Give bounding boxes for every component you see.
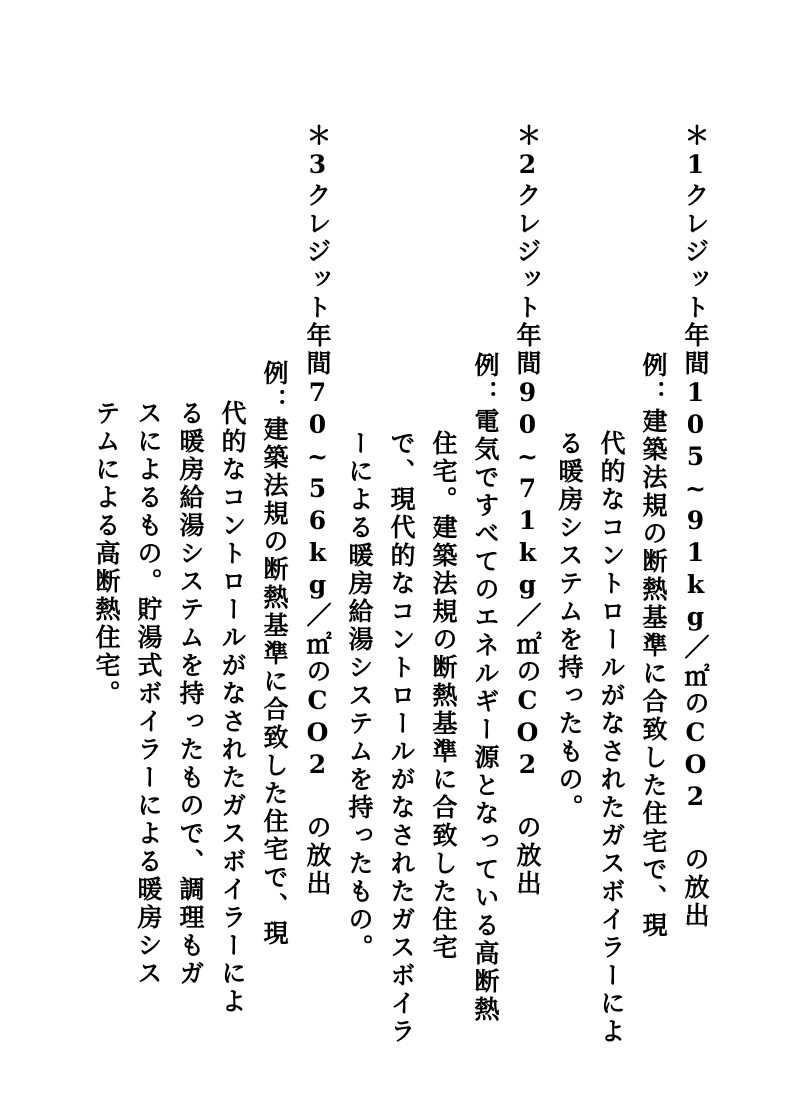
note-3-line-5: テムによる高断熱住宅。 <box>92 400 121 708</box>
note-3-label: ＊3クレジット <box>303 122 332 322</box>
note-3-emission: 年間70~56kg／㎡のCO2 の放出 <box>303 322 332 898</box>
note-3-line-1: 例：建築法規の断熱基準に合致した住宅で、現 <box>260 360 289 948</box>
note-2-line-4: ーによる暖房給湯システムを持ったもの。 <box>345 430 374 962</box>
note-2-label: ＊2クレジット <box>513 122 542 322</box>
note-1-line-2: 代的なコントロールがなされたガスボイラーによ <box>597 430 626 1046</box>
note-1-emission: 年間105~91kg／㎡のCO2 の放出 <box>681 322 710 930</box>
note-3-line-4: スによるもの。貯湯式ボイラーによる暖房シス <box>134 400 163 988</box>
note-2-line-1: 例：電気ですべてのエネルギー源となっている高断熱 <box>471 352 500 1024</box>
note-2-emission: 年間90~71kg／㎡のCO2 の放出 <box>513 322 542 898</box>
note-1-line-1: 例：建築法規の断熱基準に合致した住宅で、現 <box>639 352 668 940</box>
note-2-line-3: で、現代的なコントロールがなされたガスボイラ <box>387 430 416 1046</box>
note-2-line-2: 住宅。建築法規の断熱基準に合致した住宅 <box>429 430 458 962</box>
note-1-label: ＊1クレジット <box>681 122 710 322</box>
note-1-line-3: る暖房システムを持ったもの。 <box>555 430 584 822</box>
note-3-line-3: る暖房給湯システムを持ったもので、調理もガ <box>176 400 205 988</box>
note-3-line-2: 代的なコントロールがなされたガスボイラーによ <box>218 400 247 1016</box>
